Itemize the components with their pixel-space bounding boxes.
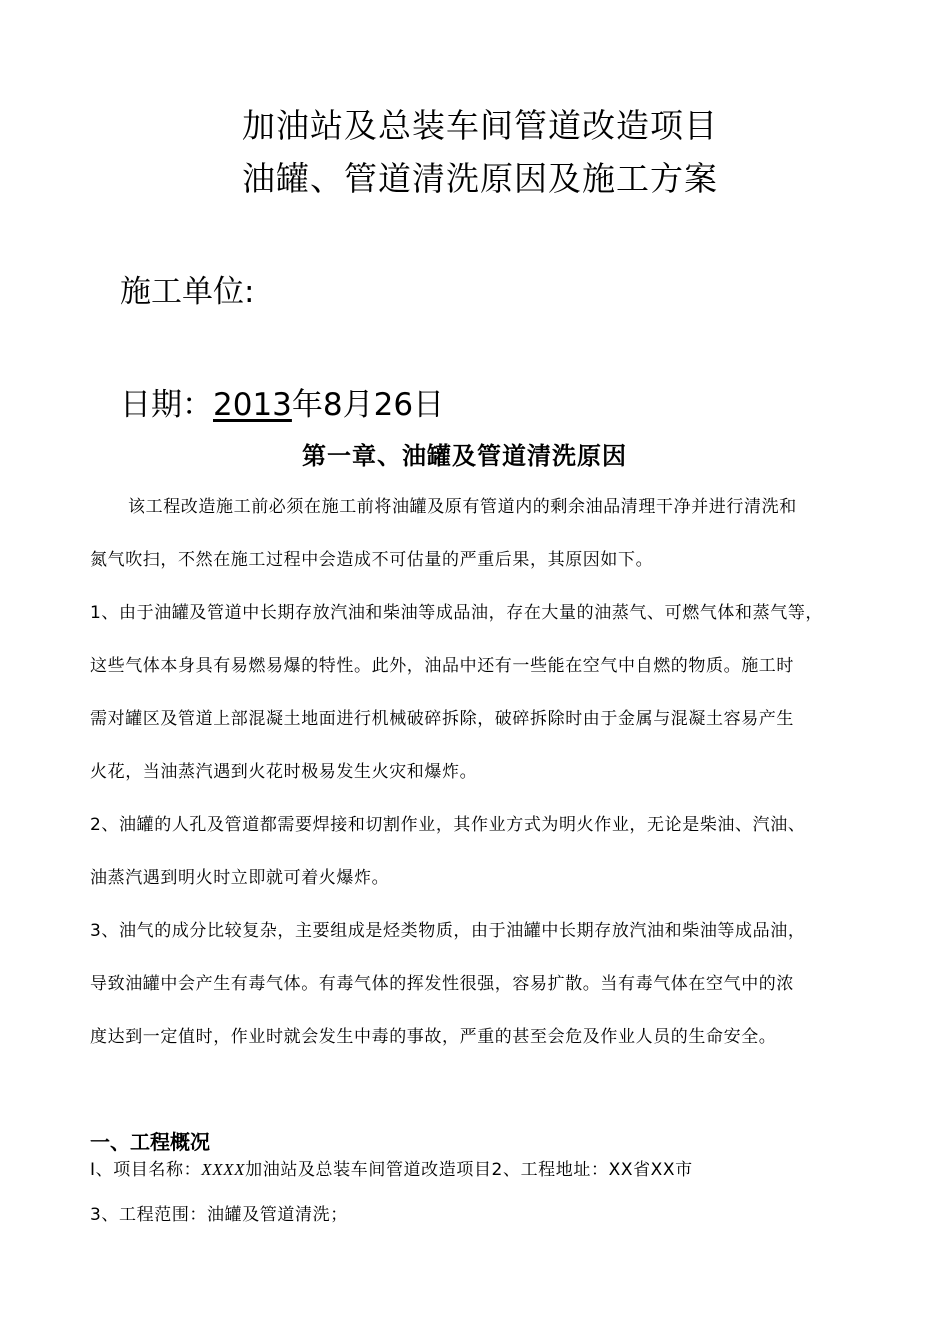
project-name-label: I、项目名称：	[90, 1160, 202, 1180]
document-title-line1: 加油站及总装车间管道改造项目	[242, 106, 718, 145]
project-name-rest: 加油站及总装车间管道改造项目2、工程地址：XX省XX市	[245, 1160, 693, 1180]
section-heading: 一、工程概况	[90, 1130, 210, 1154]
paragraph-line: 该工程改造施工前必须在施工前将油罐及原有管道内的剩余油品清理干净并进行清洗和	[128, 497, 797, 517]
paragraph-line: 度达到一定值时，作业时就会发生中毒的事故，严重的甚至会危及作业人员的生命安全。	[90, 1027, 777, 1047]
paragraph-line: 3、油气的成分比较复杂，主要组成是烃类物质，由于油罐中长期存放汽油和柴油等成品油，	[90, 921, 806, 941]
paragraph-line: 1、由于油罐及管道中长期存放汽油和柴油等成品油，存在大量的油蒸气、可燃气体和蒸气等，	[90, 603, 824, 623]
paragraph-line: 油蒸汽遇到明火时立即就可着火爆炸。	[90, 868, 390, 888]
date-rest: 年8月26日	[291, 387, 445, 423]
document-title-line2: 油罐、管道清洗原因及施工方案	[242, 159, 718, 198]
project-scope-line: 3、工程范围：油罐及管道清洗；	[90, 1205, 348, 1225]
project-name-placeholder: XXXX	[201, 1160, 246, 1179]
paragraph-line: 需对罐区及管道上部混凝土地面进行机械破碎拆除，破碎拆除时由于金属与混凝土容易产生	[90, 709, 794, 729]
date-line	[120, 379, 444, 424]
construction-unit-label: 施工单位:	[120, 274, 255, 310]
paragraph-line: 氮气吹扫，不然在施工过程中会造成不可估量的严重后果，其原因如下。	[90, 550, 654, 570]
date-year: 2013	[213, 387, 292, 423]
paragraph-line: 火花，当油蒸汽遇到火花时极易发生火灾和爆炸。	[90, 762, 478, 782]
paragraph-line: 这些气体本身具有易燃易爆的特性。此外，油品中还有一些能在空气中自燃的物质。施工时	[90, 656, 794, 676]
project-info-line	[90, 1155, 693, 1180]
paragraph-line: 导致油罐中会产生有毒气体。有毒气体的挥发性很强，容易扩散。当有毒气体在空气中的浓	[90, 974, 794, 994]
chapter-heading: 第一章、油罐及管道清洗原因	[302, 442, 627, 470]
date-label: 日期：	[120, 387, 213, 423]
paragraph-line: 2、油罐的人孔及管道都需要焊接和切割作业，其作业方式为明火作业，无论是柴油、汽油、	[90, 815, 806, 835]
